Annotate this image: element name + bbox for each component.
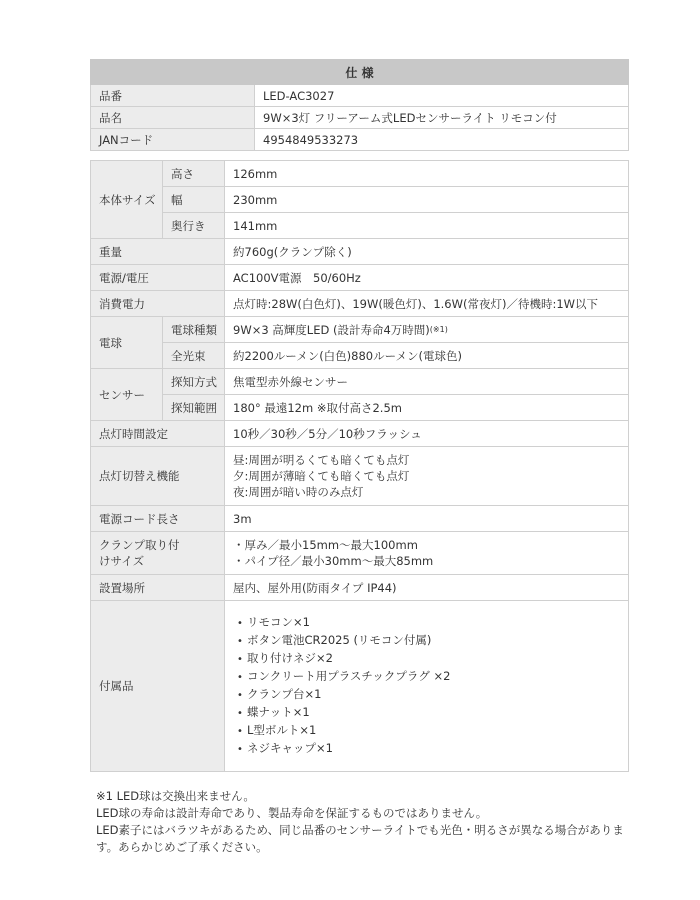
bulb-label: 電球: [91, 317, 163, 369]
row-label: 重量: [91, 239, 225, 265]
table-row: [91, 369, 629, 395]
sensor-label: センサー: [91, 369, 163, 421]
table-row: [91, 601, 629, 772]
table-row: [91, 107, 629, 129]
table-row: [91, 213, 629, 239]
footnote-mark: (※1): [429, 324, 448, 334]
clamp-line: ・パイプ径／最小30mm～最大85mm: [233, 554, 434, 568]
sub-label: 探知方式: [163, 369, 225, 395]
row-value: 10秒／30秒／5分／10秒フラッシュ: [225, 421, 629, 447]
row-value: 141mm: [225, 213, 629, 239]
table-row: [91, 129, 629, 151]
spec-header: 仕 様: [91, 60, 629, 85]
mode-line: 昼:周囲が明るくても暗くても点灯: [233, 453, 410, 467]
table-row: [91, 421, 629, 447]
row-value: [225, 317, 629, 343]
sub-label: 幅: [163, 187, 225, 213]
table-row: [91, 447, 629, 506]
row-value: 230mm: [225, 187, 629, 213]
list-item: • 蝶ナット×1: [237, 704, 628, 722]
table-row: [91, 291, 629, 317]
row-value: LED-AC3027: [255, 85, 629, 107]
row-value: 焦電型赤外線センサー: [225, 369, 629, 395]
row-value: 180° 最遠12m ※取付高さ2.5m: [225, 395, 629, 421]
row-value: 約2200ルーメン(白色)880ルーメン(電球色): [225, 343, 629, 369]
table-row: [91, 161, 629, 187]
bulb-type-value: 9W×3 高輝度LED (設計寿命4万時間): [233, 322, 430, 337]
table-row: [91, 343, 629, 369]
list-item: • L型ボルト×1: [237, 722, 628, 740]
row-value: 約760g(クランプ除く): [225, 239, 629, 265]
table-row: [91, 532, 629, 575]
row-value: 9W×3灯 フリーアーム式LEDセンサーライト リモコン付: [255, 107, 629, 129]
row-label: 点灯切替え機能: [91, 447, 225, 506]
table-row: [91, 506, 629, 532]
table-row: [91, 85, 629, 107]
row-value: 屋内、屋外用(防雨タイプ IP44): [225, 575, 629, 601]
list-item: • クランプ台×1: [237, 686, 628, 704]
list-item: • リモコン×1: [237, 614, 628, 632]
row-value: 4954849533273: [255, 129, 629, 151]
table-row: [91, 239, 629, 265]
footnote-line: LED球の寿命は設計寿命であり、製品寿命を保証するものではありません。: [96, 806, 488, 820]
mode-line: 夕:周囲が薄暗くても暗くても点灯: [233, 469, 410, 483]
row-label: 電源コード長さ: [91, 506, 225, 532]
sub-label: 探知範囲: [163, 395, 225, 421]
row-label: JANコード: [91, 129, 255, 151]
table-row: [91, 317, 629, 343]
sub-label: 全光束: [163, 343, 225, 369]
size-label: 本体サイズ: [91, 161, 163, 239]
list-item: • ボタン電池CR2025 (リモコン付属): [237, 632, 628, 650]
row-value: AC100V電源 50/60Hz: [225, 265, 629, 291]
footnote-line: LED素子にはバラツキがあるため、同じ品番のセンサーライトでも光色・明るさが異なる場合があります。あらかじめご了承ください。: [96, 823, 624, 854]
row-value: [225, 601, 629, 772]
list-item: • ネジキャップ×1: [237, 740, 628, 758]
sub-label: 奥行き: [163, 213, 225, 239]
table-row: [91, 575, 629, 601]
row-label: 電源/電圧: [91, 265, 225, 291]
row-label: 品番: [91, 85, 255, 107]
row-label: 点灯時間設定: [91, 421, 225, 447]
clamp-line: ・厚み／最小15mm～最大100mm: [233, 538, 418, 552]
row-label: クランプ取り付けサイズ: [91, 532, 225, 575]
accessory-list: [233, 614, 628, 758]
row-value: [225, 447, 629, 506]
table-row: [91, 265, 629, 291]
row-label: 品名: [91, 107, 255, 129]
spec-basic-table: [90, 59, 629, 151]
row-label: 設置場所: [91, 575, 225, 601]
list-item: • 取り付けネジ×2: [237, 650, 628, 668]
row-label: 消費電力: [91, 291, 225, 317]
footnotes: [96, 788, 636, 856]
table-row: [91, 395, 629, 421]
list-item: • コンクリート用プラスチックプラグ ×2: [237, 668, 628, 686]
sub-label: 高さ: [163, 161, 225, 187]
row-value: [225, 532, 629, 575]
sub-label: 電球種類: [163, 317, 225, 343]
table-row: [91, 187, 629, 213]
row-label: 付属品: [91, 601, 225, 772]
row-value: 3m: [225, 506, 629, 532]
footnote-line: ※1 LED球は交換出来ません。: [96, 789, 255, 803]
mode-line: 夜:周囲が暗い時のみ点灯: [233, 485, 364, 499]
spec-detail-table: [90, 160, 629, 772]
row-value: 点灯時:28W(白色灯)、19W(暖色灯)、1.6W(常夜灯)／待機時:1W以下: [225, 291, 629, 317]
row-value: 126mm: [225, 161, 629, 187]
